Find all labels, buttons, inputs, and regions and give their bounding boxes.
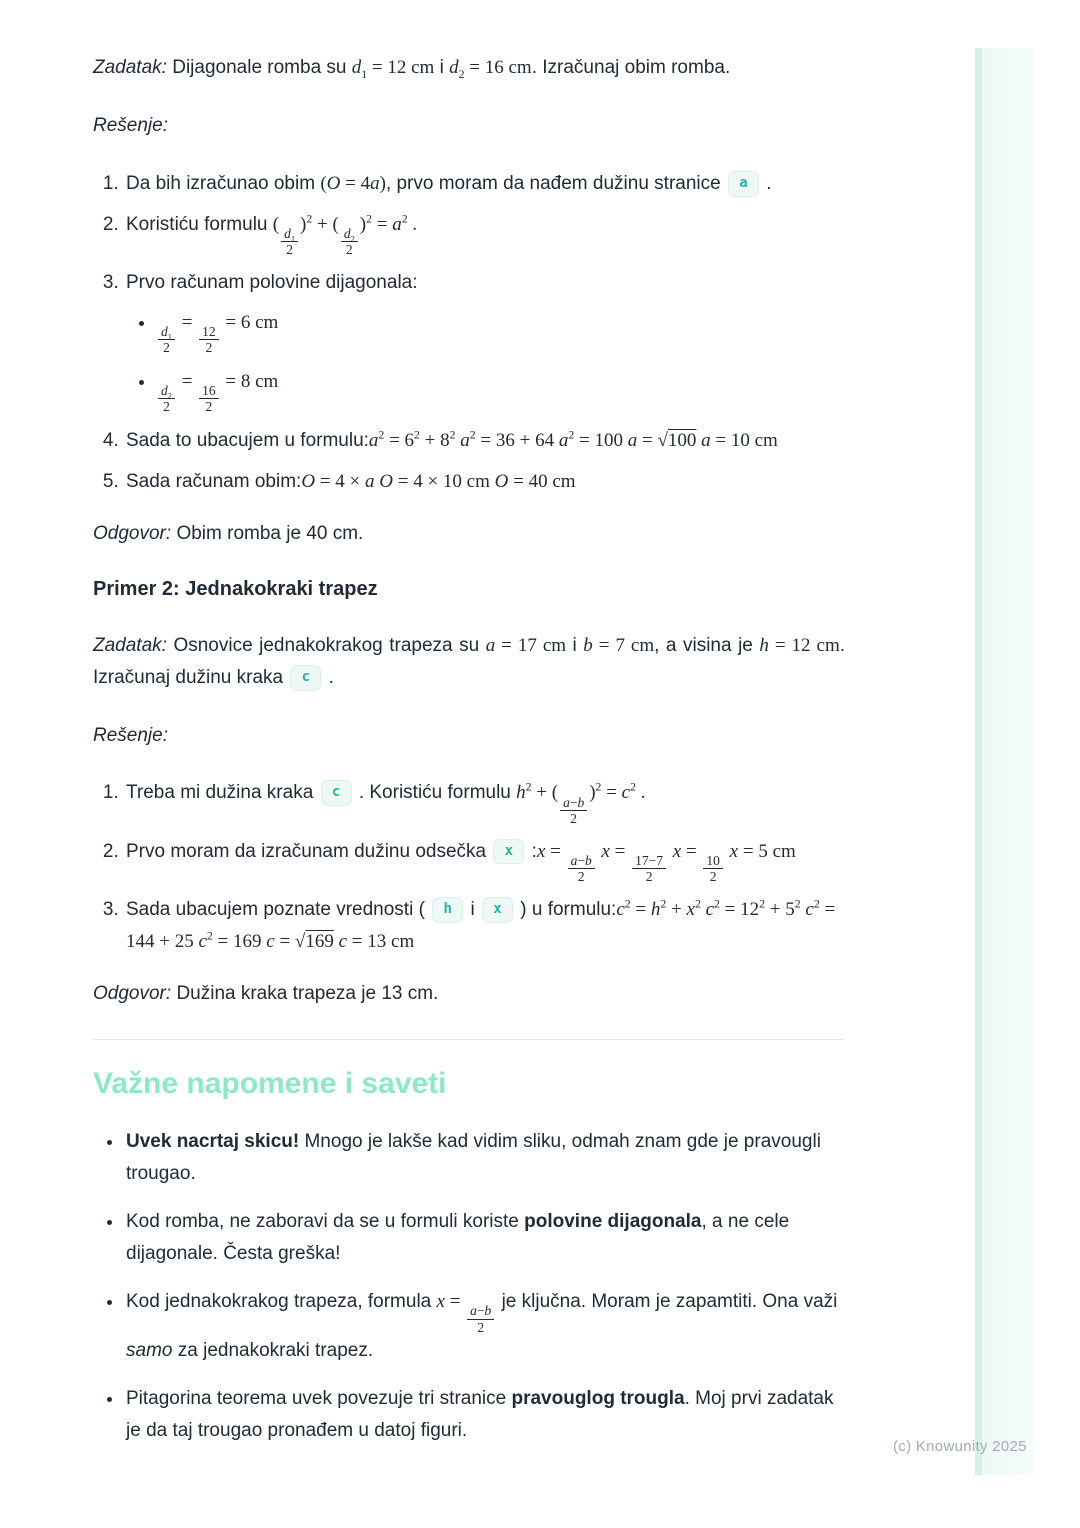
math-run: . — [635, 782, 646, 804]
radicand: 169 — [305, 930, 334, 952]
italic-text: Odgovor: — [93, 982, 177, 1004]
math-run: ( — [272, 213, 280, 235]
list-item — [124, 1383, 845, 1447]
math-variable: c — [805, 898, 814, 920]
math-run: = 16 cm — [464, 57, 532, 78]
math-run: − — [577, 852, 585, 868]
math-run: 2 — [570, 811, 578, 827]
math-superscript: 2 — [595, 781, 602, 795]
fraction-denominator — [567, 811, 580, 827]
text-run: . — [761, 172, 772, 194]
math-superscript: 2 — [206, 929, 213, 943]
italic-text: Zadatak: — [93, 634, 174, 656]
math-run: + — [666, 898, 687, 920]
fraction-denominator — [203, 399, 216, 415]
italic-text: Rešenje: — [93, 114, 168, 136]
math-run: = — [444, 1291, 466, 1313]
fraction-denominator — [575, 869, 588, 885]
radical-sign: √ — [657, 430, 668, 451]
math-superscript: 2 — [414, 428, 420, 442]
math-variable: a — [485, 634, 496, 656]
text-run: i — [465, 898, 480, 920]
math-variable: h — [516, 782, 526, 804]
math-run: 12 — [202, 323, 216, 339]
list-item — [124, 466, 845, 498]
solution-steps-1 — [93, 168, 845, 498]
text-run: Važne napomene i saveti — [93, 1067, 447, 1101]
radicand: 100 — [667, 430, 697, 451]
math-superscript: 2 — [813, 897, 820, 911]
math-run: = 100 — [574, 430, 628, 451]
math-variable: b — [583, 634, 593, 656]
text-run: . — [323, 666, 334, 688]
math-run: = — [176, 311, 198, 333]
math-run: 2 — [163, 340, 170, 356]
fraction-numerator — [158, 324, 175, 341]
fraction-denominator — [643, 869, 656, 885]
math-fraction — [632, 853, 666, 885]
sub-list — [126, 307, 845, 415]
math-run: = 4 × — [315, 470, 365, 492]
math-variable: a — [370, 172, 380, 194]
answer-paragraph-2 — [93, 978, 845, 1010]
math-superscript: 2 — [449, 428, 456, 442]
math-variable: a — [392, 213, 402, 235]
math-run: = 12 — [719, 898, 760, 920]
math-variable: h — [759, 634, 769, 656]
math-run: ) — [379, 172, 386, 194]
math-run: 10 — [706, 852, 720, 868]
math-run: = 12 cm — [367, 57, 435, 78]
math-fraction — [560, 795, 587, 827]
fraction-denominator — [283, 242, 296, 258]
math-run: = — [630, 898, 651, 920]
math-run: = 169 — [212, 930, 267, 952]
sub-list-item — [156, 366, 845, 415]
math-variable: x — [729, 840, 739, 862]
math-superscript: 2 — [630, 781, 636, 795]
math-superscript: 2 — [624, 897, 631, 911]
math-variable: b — [484, 1303, 492, 1319]
math-variable: a — [627, 430, 638, 451]
math-variable: h — [650, 898, 661, 920]
list-item — [124, 894, 845, 958]
list-item — [124, 1286, 845, 1367]
math-variable: a — [563, 794, 570, 810]
math-run: = 40 cm — [508, 470, 576, 492]
task-paragraph-2 — [93, 630, 845, 694]
math-variable: x — [536, 840, 546, 862]
math-run: 2 — [477, 1319, 485, 1335]
copyright-footer: (c) Knowunity 2025 — [893, 1438, 1027, 1455]
math-run: = 12 cm — [768, 634, 840, 656]
notes-heading — [93, 1066, 845, 1102]
math-subscript: 1 — [361, 67, 368, 81]
list-item — [124, 777, 845, 826]
math-run: = — [609, 840, 631, 862]
math-variable: d — [449, 57, 459, 78]
math-superscript: 2 — [401, 212, 408, 226]
math-run: = 6 cm — [220, 311, 279, 333]
text-run: Mnogo je lakše kad vidim sliku, odmah znam gde je pravougli trougao. — [126, 1131, 821, 1185]
math-variable: c — [616, 898, 625, 920]
math-superscript: 2 — [378, 428, 385, 442]
math-run: 2 — [286, 242, 293, 258]
math-run: + ( — [312, 213, 339, 235]
math-variable: x — [672, 840, 682, 862]
math-run: ) — [359, 213, 367, 235]
math-run: ( — [320, 172, 327, 194]
math-variable: a — [701, 430, 711, 451]
math-variable: a — [368, 430, 379, 451]
italic-text: samo — [126, 1340, 173, 1362]
math-sqrt-expression — [295, 931, 334, 952]
example-2-heading — [93, 576, 845, 602]
tips-list — [93, 1126, 845, 1446]
text-run: Primer 2: Jednakokraki trapez — [93, 577, 378, 600]
math-run: = — [545, 840, 566, 862]
math-variable: d — [343, 225, 351, 241]
text-run: Treba mi dužina kraka — [126, 782, 319, 804]
document-content — [93, 52, 845, 1463]
math-variable: x — [686, 898, 695, 920]
text-run: , prvo moram da nađem dužinu stranice — [385, 172, 726, 194]
math-variable: a — [570, 852, 578, 868]
math-variable: x — [436, 1291, 445, 1313]
math-run: 2 — [205, 340, 213, 356]
text-run: Prvo računam polovine dijagonala: — [126, 271, 418, 293]
math-run: = 8 cm — [220, 370, 279, 392]
math-variable: c — [266, 930, 275, 952]
solution-label-1 — [93, 110, 845, 142]
math-run: = 7 cm — [592, 634, 655, 656]
math-run: = — [601, 782, 622, 804]
math-run: + ( — [531, 782, 559, 804]
text-run: Kod jednakokrakog trapeza, formula — [126, 1291, 437, 1313]
math-run: = — [176, 370, 198, 392]
text-run: Dijagonale romba su — [172, 57, 352, 78]
math-run: + 8 — [419, 430, 450, 451]
math-run: + 5 — [765, 898, 795, 920]
fraction-numerator — [199, 383, 219, 400]
math-run: = — [274, 930, 295, 952]
math-run: = 10 cm — [710, 430, 778, 451]
math-variable: O — [301, 470, 316, 492]
math-superscript: 2 — [794, 897, 801, 911]
math-superscript: 2 — [568, 428, 575, 442]
math-run: = 13 cm — [347, 930, 415, 952]
math-variable: O — [494, 470, 509, 492]
fraction-numerator — [560, 795, 587, 812]
math-fraction — [199, 324, 219, 356]
math-run: ) — [300, 213, 307, 235]
code-badge: c — [321, 780, 352, 806]
math-superscript: 2 — [306, 212, 313, 226]
math-run: = 144 + 25 — [126, 898, 836, 952]
fraction-numerator — [568, 853, 595, 870]
radical-sign: √ — [294, 930, 306, 952]
fraction-denominator — [707, 869, 720, 885]
math-run: 2 — [577, 869, 585, 885]
text-run: Da bih izračunao obim — [126, 172, 321, 194]
math-run: = 36 + 64 — [475, 430, 559, 451]
math-variable: c — [621, 782, 631, 804]
text-run: Dužina kraka trapeza je 13 cm. — [176, 982, 439, 1004]
fraction-numerator — [467, 1303, 494, 1320]
italic-text: Zadatak: — [93, 57, 173, 78]
math-variable: d — [351, 57, 362, 78]
math-variable: a — [470, 1303, 477, 1319]
text-run: . Izračunaj obim romba. — [531, 57, 731, 78]
math-sqrt-expression — [657, 430, 696, 451]
math-run: − — [476, 1303, 485, 1319]
fraction-denominator — [203, 340, 216, 356]
math-run: 2 — [163, 399, 170, 415]
bold-text: pravouglog trougla — [511, 1388, 685, 1410]
list-item — [124, 1126, 845, 1190]
text-run: Obim romba je 40 cm. — [176, 522, 364, 544]
text-run: Sada ubacujem poznate vrednosti ( — [126, 898, 431, 920]
math-run: = — [371, 213, 393, 235]
math-run: . — [407, 213, 418, 235]
math-subscript: 2 — [167, 391, 172, 401]
math-variable: b — [584, 852, 592, 868]
math-run: − — [569, 794, 578, 810]
text-run: . Moj prvi zadatak je da taj trougao pronađem u datoj figuri. — [126, 1388, 834, 1441]
math-fraction — [158, 324, 175, 356]
text-run: za jednakokraki trapez. — [172, 1340, 374, 1362]
code-badge: h — [432, 897, 463, 923]
math-variable: c — [198, 930, 207, 952]
math-superscript: 2 — [469, 428, 476, 442]
math-run: 2 — [709, 869, 717, 885]
fraction-numerator — [703, 853, 723, 870]
solution-steps-2 — [93, 777, 845, 957]
text-run: Sada računam obim: — [126, 470, 302, 492]
math-run: 2 — [205, 399, 213, 415]
italic-text: Rešenje: — [93, 724, 168, 746]
math-variable: x — [601, 840, 610, 862]
text-run: Koristiću formulu — [126, 213, 273, 235]
fraction-denominator — [160, 399, 173, 415]
math-run: = 6 — [384, 430, 415, 451]
list-item — [124, 425, 845, 457]
math-run: = 17 cm — [495, 634, 567, 656]
list-item — [124, 168, 845, 200]
text-run: : — [526, 840, 537, 862]
math-superscript: 2 — [714, 897, 720, 911]
text-run: ) u formulu: — [514, 898, 617, 920]
sub-list-item — [156, 307, 845, 356]
bold-text: polovine dijagonala — [524, 1211, 702, 1233]
fraction-numerator — [158, 383, 175, 400]
math-fraction — [568, 853, 595, 885]
text-run: i — [566, 634, 584, 656]
fraction-numerator — [199, 324, 219, 341]
text-run: . Izračunaj dužinu kraka — [93, 634, 846, 688]
math-variable: c — [338, 930, 348, 952]
math-variable: d — [161, 382, 168, 398]
math-fraction — [199, 383, 219, 415]
math-variable: b — [577, 794, 585, 810]
text-run: je ključna. Moram je zapamtiti. Ona važi — [496, 1291, 838, 1313]
math-run: = — [681, 840, 702, 862]
math-fraction — [158, 383, 175, 415]
math-subscript: 2 — [458, 67, 465, 81]
answer-paragraph-1 — [93, 518, 845, 550]
text-run: , a visina je — [654, 634, 760, 656]
fraction-numerator — [632, 853, 666, 870]
code-badge: a — [728, 171, 759, 197]
text-run: i — [434, 57, 450, 78]
math-subscript: 1 — [290, 234, 296, 244]
math-variable: a — [558, 430, 569, 451]
math-subscript: 2 — [350, 234, 355, 244]
math-superscript: 2 — [694, 897, 701, 911]
math-fraction — [467, 1303, 494, 1335]
math-run: 16 — [202, 382, 216, 398]
task-paragraph-1 — [93, 52, 845, 84]
math-run: = 4 — [340, 172, 371, 194]
fraction-denominator — [474, 1320, 487, 1336]
math-fraction — [341, 226, 358, 258]
list-item — [124, 836, 845, 885]
list-item — [124, 267, 845, 415]
list-item — [124, 209, 845, 258]
fraction-denominator — [160, 340, 173, 356]
math-subscript: 1 — [167, 332, 172, 342]
math-run: = 5 cm — [738, 840, 796, 862]
math-variable: a — [460, 430, 470, 451]
math-run: ) — [589, 782, 596, 804]
math-fraction — [703, 853, 723, 885]
math-variable: d — [161, 323, 168, 339]
math-fraction — [281, 226, 298, 258]
math-superscript: 2 — [759, 897, 766, 911]
code-badge: c — [290, 665, 321, 691]
text-run: Osnovice jednakokrakog trapeza su — [173, 634, 486, 656]
math-run: 2 — [345, 242, 353, 258]
section-divider — [93, 1039, 845, 1040]
math-superscript: 2 — [525, 781, 532, 795]
math-run: = — [637, 430, 658, 451]
math-run: 2 — [645, 869, 653, 885]
math-variable: c — [705, 898, 715, 920]
list-item — [124, 1206, 845, 1270]
text-run: Kod romba, ne zaboravi da se u formuli koriste — [126, 1211, 525, 1233]
fraction-denominator — [343, 242, 356, 258]
math-run: = 4 × 10 cm — [392, 470, 495, 492]
bold-text: Uvek nacrtaj skicu! — [126, 1131, 300, 1153]
code-badge: x — [482, 897, 513, 923]
text-run: Prvo moram da izračunam dužinu odsečka — [126, 840, 492, 862]
text-run: Sada to ubacujem u formulu: — [126, 430, 369, 451]
code-badge: x — [493, 839, 524, 865]
math-variable: O — [379, 470, 393, 492]
math-variable: d — [284, 225, 291, 241]
text-run: , a ne cele dijagonale. Česta greška! — [126, 1211, 790, 1265]
fraction-numerator — [281, 226, 298, 243]
math-run: 17−7 — [635, 852, 664, 868]
math-variable: a — [365, 470, 375, 492]
text-run: . Koristiću formulu — [353, 782, 517, 804]
right-accent-stripe — [975, 48, 1033, 1475]
math-variable: O — [326, 172, 341, 194]
math-superscript: 2 — [366, 212, 372, 226]
fraction-numerator — [341, 226, 358, 243]
italic-text: Odgovor: — [93, 522, 177, 544]
solution-label-2 — [93, 720, 845, 752]
math-superscript: 2 — [660, 897, 667, 911]
text-run: Pitagorina teorema uvek povezuje tri stranice — [126, 1388, 512, 1410]
